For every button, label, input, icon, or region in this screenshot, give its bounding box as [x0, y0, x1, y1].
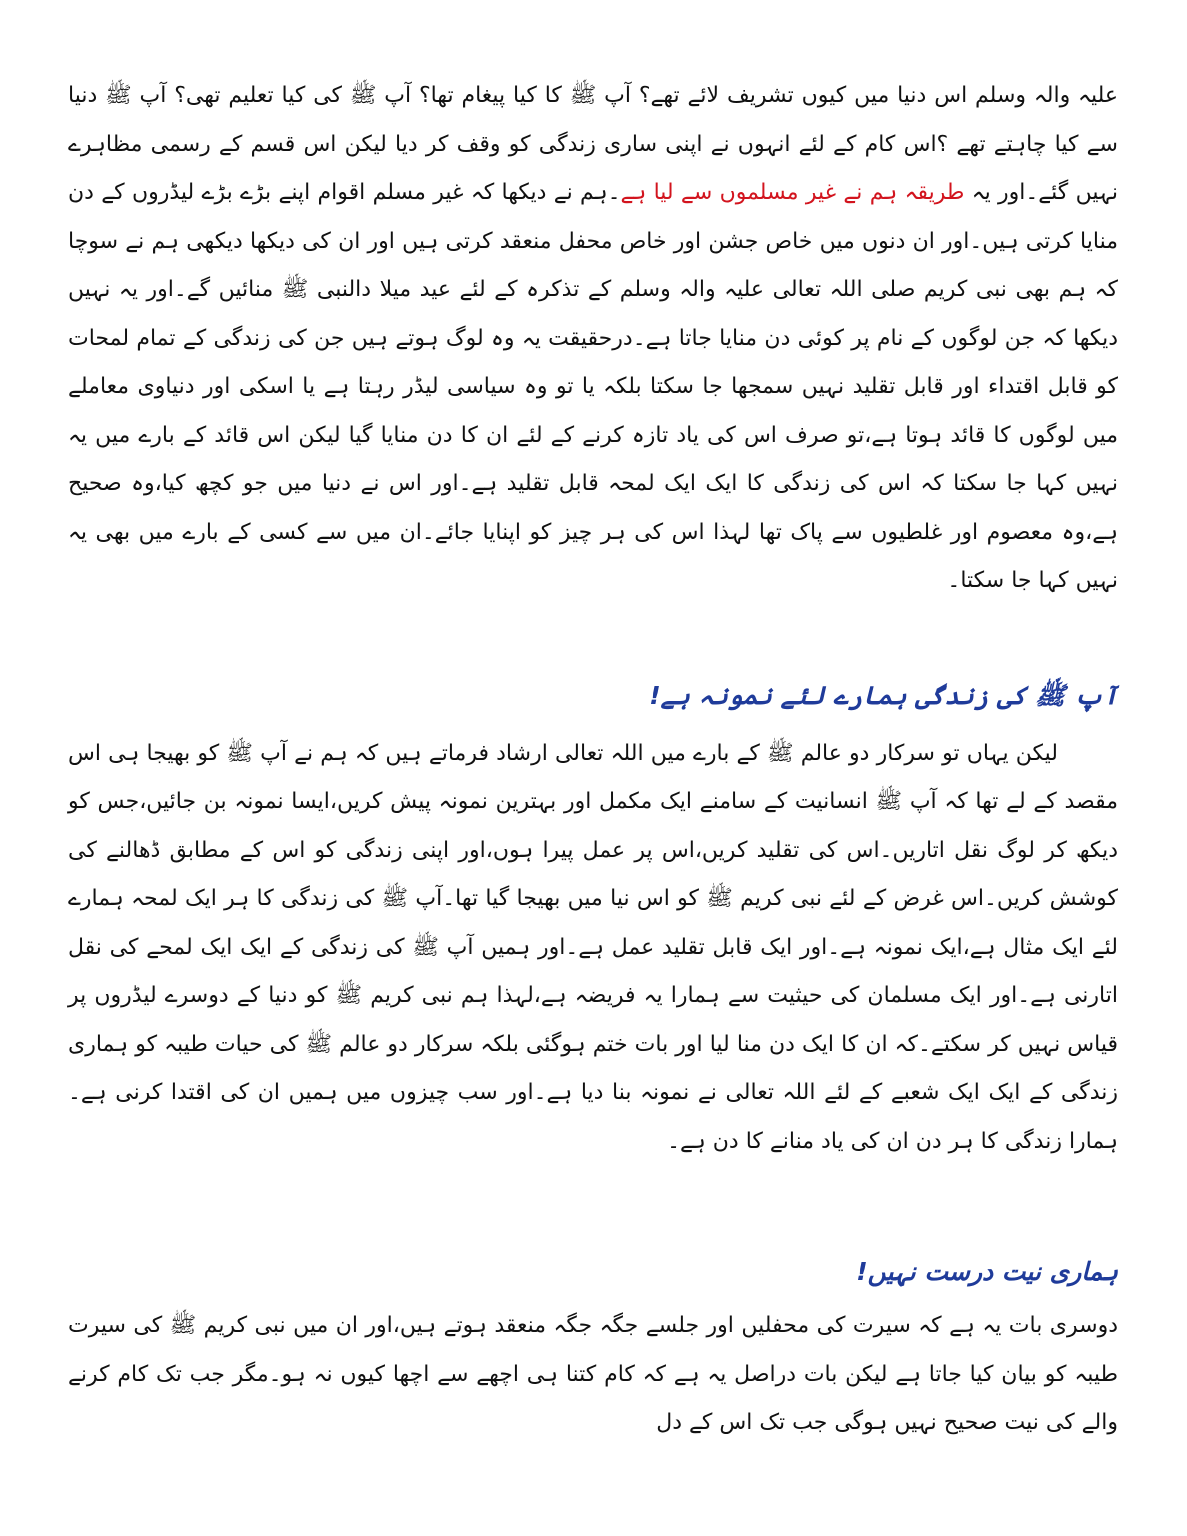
- paragraph-2: لیکن یہاں تو سرکار دو عالم ﷺ کے بارے میں اللہ تعالی ارشاد فرماتے ہیں کہ ہم نے آپ ﷺ کو بھیجا ہی اس مقصد کے لے تھا کہ آپ ﷺ انسانیت کے سامنے ایک مکمل اور بہترین نمونہ پیش کریں،ایسا نمونہ بن جائیں،جس کو دیکھ کر لوگ نقل اتاریں۔اس کی تقلید کریں،اس پر عمل پیرا ہوں،اور اپنی زندگی کو اس کے مطابق ڈھالنے کی کوشش کریں۔اس غرض کے لئے نبی کریم ﷺ کو اس نیا میں بھیجا گیا تھا۔آپ ﷺ کی زندگی کا ہر ایک لمحہ ہمارے لئے ایک مثال ہے،ایک نمونہ ہے۔اور ایک قابل تقلید عمل ہے۔اور ہمیں آپ ﷺ کی زندگی کے ایک ایک لمحے کی نقل اتارنی ہے۔اور ایک مسلمان کی حیثیت سے ہمارا یہ فریضہ ہے،لہذا ہم نبی کریم ﷺ کو دنیا کے دوسرے لیڈروں پر قیاس نہیں کر سکتے۔کہ ان کا ایک دن منا لیا اور بات ختم ہوگئی بلکہ سرکار دو عالم ﷺ کی حیات طیبہ کو ہماری زندگی کے ایک ایک شعبے کے لئے اللہ تعالی نے نمونہ بنا دیا ہے۔اور سب چیزوں میں ہمیں ان کی اقتدا کرنی ہے۔ہمارا زندگی کا ہر دن ان کی یاد منانے کا دن ہے۔: [68, 740, 1118, 1154]
- paragraph-1: [68, 72, 1118, 606]
- highlighted-phrase: طریقہ ہم نے غیر مسلموں سے لیا ہے: [620, 180, 965, 205]
- document-page: [68, 72, 1118, 1448]
- section-heading-model-life: آپ ﷺ کی زندگی ہمارے لئے نمونہ ہے!: [649, 680, 1118, 710]
- paragraph-3: دوسری بات یہ ہے کہ سیرت کی محفلیں اور جلسے جگہ جگہ منعقد ہوتے ہیں،اور ان میں نبی کریم ﷺ کی سیرت طیبہ کو بیان کیا جاتا ہے لیکن بات دراصل یہ ہے کہ کام کتنا ہی اچھے سے اچھا کیوں نہ ہو۔مگر جب تک کام کرنے والے کی نیت صحیح نہیں ہوگی جب تک اس کے دل: [68, 1313, 1118, 1435]
- paragraph-1-text-end: ۔ہم نے دیکھا کہ غیر مسلم اقوام اپنے بڑے بڑے لیڈروں کے دن منایا کرتی ہیں۔اور ان دنوں میں خاص جشن اور خاص محفل منعقد کرتی ہیں اور ان کی دیکھا دیکھی ہم نے سوچا کہ ہم بھی نبی کریم صلی اللہ تعالی علیہ والہ وسلم کے تذکرہ کے لئے عید میلا دالنبی ﷺ منائیں گے۔اور یہ نہیں دیکھا کہ جن لوگوں کے نام پر کوئی دن منایا جاتا ہے۔درحقیقت یہ وہ لوگ ہوتے ہیں جن کی زندگی کے تمام لمحات کو قابل اقتداء اور قابل تقلید نہیں سمجھا جا سکتا بلکہ یا تو وہ سیاسی لیڈر رہتا ہے یا اسکی اور دنیاوی معاملے میں لوگوں کا قائد ہوتا ہے،تو صرف اس کی یاد تازہ کرنے کے لئے ان کا دن منایا گیا لیکن اس قائد کے بارے میں یہ نہیں کہا جا سکتا کہ اس کی زندگی کا ایک ایک لمحہ قابل تقلید ہے۔اور اس نے دنیا میں جو کچھ کیا،وہ صحیح ہے،وہ معصوم اور غلطیوں سے پاک تھا لہذا اس کی ہر چیز کو اپنایا جائے۔ان میں سے کسی کے بارے میں بھی یہ نہیں کہا جا سکتا۔: [68, 180, 1118, 593]
- paragraph-1-text-start: علیہ والہ وسلم اس دنیا میں کیوں تشریف لائے تھے؟ آپ ﷺ کا کیا پیغام تھا؟ آپ ﷺ کی کیا تعلیم تھی؟ آپ ﷺ دنیا سے کیا چاہتے تھے ؟اس کام کے لئے انہوں نے اپنی ساری زندگی کو وقف کر دیا لیکن اس قسم کے رسمی مظاہرے نہیں گئے۔اور یہ: [68, 83, 1118, 205]
- section-heading-intention: ہماری نیت درست نہیں!: [856, 1257, 1118, 1286]
